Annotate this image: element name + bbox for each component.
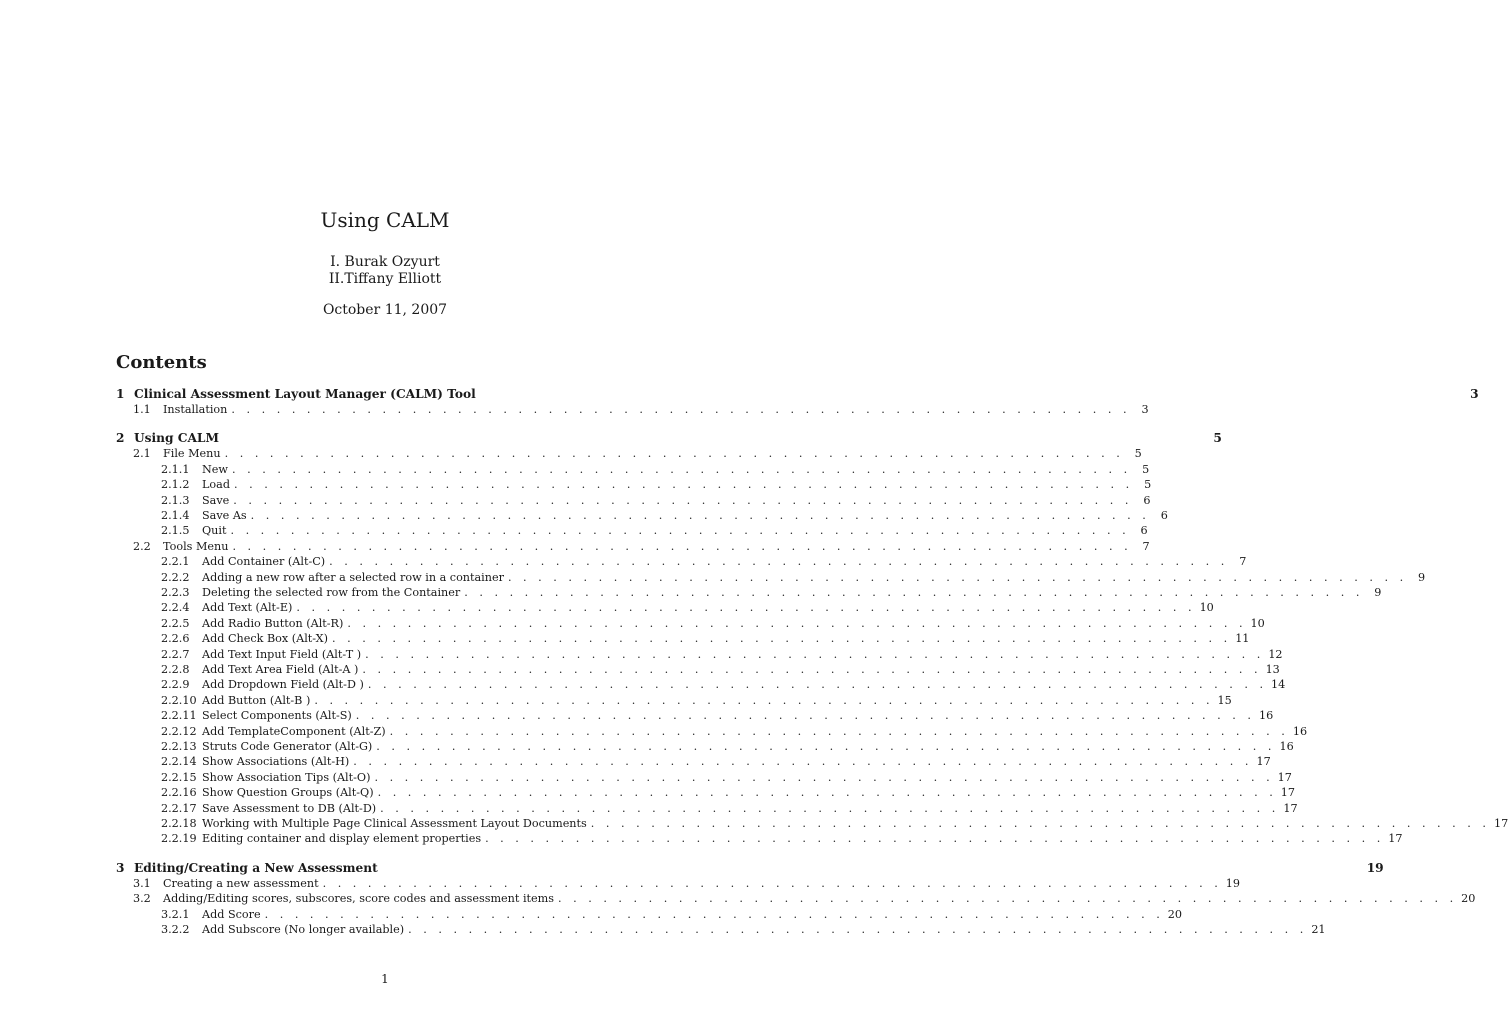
toc-entry-page: 17 (1277, 770, 1292, 784)
toc-entry-title: Add Subscore (No longer available) (202, 923, 405, 936)
toc-entry-number: 2.2.15 (161, 770, 197, 784)
toc-chapter-entry[interactable] (116, 430, 1222, 446)
toc-dot-leader: . . . . . . . . . . . . . . . . . . . . . . . . . . . . . . . . . . . . . . . . . . . . . . . . . . . . . . . . . . . . (232, 539, 1132, 553)
document-date: October 11, 2007 (322, 302, 448, 318)
toc-entry-number: 2.2.4 (161, 601, 190, 615)
toc-dot-leader: . . . . . . . . . . . . . . . . . . . . . . . . . . . . . . . . . . . . . . . . . . . . . . . . . . . . . . . . . . . . (322, 876, 1222, 890)
toc-entry-number: 2.2.11 (161, 709, 197, 723)
toc-dot-leader: . . . . . . . . . . . . . . . . . . . . . . . . . . . . . . . . . . . . . . . . . . . . . . . . . . . . . . . . . . . . (230, 524, 1130, 538)
toc-entry-page: 3 (1470, 387, 1479, 401)
document-title: Using CALM (320, 208, 450, 232)
toc-dot-leader: . . . . . . . . . . . . . . . . . . . . . . . . . . . . . . . . . . . . . . . . . . . . . . . . . . . . . . . . . . . . (376, 740, 1276, 753)
toc-dot-leader: . . . . . . . . . . . . . . . . . . . . . . . . . . . . . . . . . . . . . . . . . . . . . . . . . . . . . . . . . . . . (590, 817, 1490, 830)
toc-entry[interactable] (161, 801, 1298, 816)
toc-entry[interactable] (161, 677, 1286, 692)
toc-entry-title: Add Radio Button (Alt-R) (202, 616, 344, 630)
toc-entry-title: Quit (202, 524, 227, 538)
toc-entry-number: 3.1 (133, 876, 151, 890)
toc-entry-title: Installation (163, 403, 228, 416)
toc-entry[interactable] (133, 446, 1142, 461)
toc-entry[interactable] (161, 647, 1283, 662)
toc-entry[interactable] (161, 770, 1292, 785)
toc-entry-page: 10 (1250, 616, 1265, 630)
toc-dot-leader: . . . . . . . . . . . . . . . . . . . . . . . . . . . . . . . . . . . . . . . . . . . . . . . . . . . . . . . . . . . . (374, 770, 1274, 784)
toc-entry-title: Save (202, 493, 230, 507)
toc-entry-title: Load (202, 478, 230, 492)
toc-entry[interactable] (161, 662, 1280, 677)
toc-entry[interactable] (161, 907, 1183, 922)
toc-entry-title: Using CALM (134, 431, 219, 446)
toc-entry[interactable] (133, 876, 1241, 891)
toc-entry-title: Editing container and display element properties (202, 832, 482, 846)
toc-dot-leader: . . . . . . . . . . . . . . . . . . . . . . . . . . . . . . . . . . . . . . . . . . . . . . . . . . . . . . . . . . . . (365, 647, 1265, 661)
toc-dot-leader: . . . . . . . . . . . . . . . . . . . . . . . . . . . . . . . . . . . . . . . . . . . . . . . . . . . . . . . . . . . . (377, 786, 1277, 800)
toc-entry[interactable] (161, 523, 1148, 538)
toc-entry-number: 2.1.4 (161, 509, 190, 522)
toc-entry-page: 16 (1279, 740, 1294, 753)
toc-entry[interactable] (133, 891, 1476, 906)
toc-entry-number: 3.2.1 (161, 907, 190, 921)
toc-dot-leader: . . . . . . . . . . . . . . . . . . . . . . . . . . . . . . . . . . . . . . . . . . . . . . . . . . . . . . . . . . . . (231, 403, 1131, 416)
toc-entry-title: Add Button (Alt-B ) (202, 693, 311, 707)
toc-entry-title: Add Check Box (Alt-X) (202, 632, 328, 646)
toc-entry[interactable] (161, 631, 1250, 646)
toc-entry-page: 5 (1142, 462, 1150, 476)
toc-entry-page: 20 (1167, 907, 1183, 921)
toc-entry-number: 2.1.2 (161, 478, 190, 492)
toc-entry-title: Add Dropdown Field (Alt-D ) (202, 678, 364, 692)
toc-dot-leader: . . . . . . . . . . . . . . . . . . . . . . . . . . . . . . . . . . . . . . . . . . . . . . . . . . . . . . . . . . . . (264, 907, 1164, 921)
toc-entry-title: New (202, 462, 228, 476)
toc-entry-title: Show Association Tips (Alt-O) (202, 770, 371, 784)
toc-dot-leader: . . . . . . . . . . . . . . . . . . . . . . . . . . . . . . . . . . . . . . . . . . . . . . . . . . . . . . . . . . . . (332, 632, 1232, 646)
toc-entry-page: 19 (1366, 860, 1384, 875)
toc-entry-page: 21 (1311, 923, 1326, 936)
toc-entry-number: 2.2.6 (161, 632, 190, 646)
toc-entry[interactable] (161, 554, 1247, 569)
toc-entry-title: Creating a new assessment (163, 876, 319, 890)
toc-entry[interactable] (161, 739, 1294, 754)
toc-entry-number: 2.2.17 (161, 801, 197, 815)
toc-entry-title: Clinical Assessment Layout Manager (CALM) Tool (134, 387, 476, 401)
toc-dot-leader: . . . . . . . . . . . . . . . . . . . . . . . . . . . . . . . . . . . . . . . . . . . . . . . . . . . . . . . . . . . . (347, 616, 1247, 630)
toc-entry[interactable] (161, 724, 1308, 739)
toc-entry-number: 2.2.9 (161, 678, 190, 692)
toc-dot-leader: . . . . . . . . . . . . . . . . . . . . . . . . . . . . . . . . . . . . . . . . . . . . . . . . . . . . . . . . . . . . (507, 570, 1408, 584)
toc-entry-page: 19 (1225, 876, 1241, 890)
toc-entry-title: Add Text Input Field (Alt-T ) (202, 647, 362, 661)
toc-entry-title: Struts Code Generator (Alt-G) (202, 740, 373, 753)
toc-entry-number: 2.2.5 (161, 616, 190, 630)
page-number: 1 (381, 972, 389, 986)
toc-entry-title: Editing/Creating a New Assessment (134, 860, 378, 875)
toc-entry-page: 5 (1134, 447, 1142, 461)
toc-entry-page: 6 (1140, 524, 1148, 538)
toc-chapter-entry[interactable] (116, 386, 1479, 402)
toc-entry-page: 17 (1280, 786, 1296, 800)
toc-entry[interactable] (161, 493, 1151, 508)
toc-entry-number: 2.1.5 (161, 524, 190, 538)
toc-entry-number: 2.2.10 (161, 693, 197, 707)
toc-entry-page: 13 (1265, 663, 1280, 676)
toc-entry-number: 2.2.2 (161, 570, 190, 584)
toc-entry-title: Deleting the selected row from the Container (202, 586, 461, 599)
toc-chapter-entry[interactable] (116, 860, 1384, 876)
toc-entry-title: File Menu (163, 447, 221, 461)
toc-entry[interactable] (133, 539, 1150, 554)
toc-dot-leader: . . . . . . . . . . . . . . . . . . . . . . . . . . . . . . . . . . . . . . . . . . . . . . . . . . . . . . . . . . . . (464, 586, 1364, 599)
toc-entry-number: 2.2.16 (161, 786, 197, 800)
toc-entry-page: 5 (1144, 478, 1152, 492)
toc-entry-number: 2.1.3 (161, 493, 190, 507)
toc-dot-leader: . . . . . . . . . . . . . . . . . . . . . . . . . . . . . . . . . . . . . . . . . . . . . . . . . . . . . . . . . . . . (485, 832, 1385, 846)
toc-dot-leader: . . . . . . . . . . . . . . . . . . . . . . . . . . . . . . . . . . . . . . . . . . . . . . . . . . . . . . . . . . . . (250, 509, 1150, 522)
toc-entry-page: 9 (1418, 570, 1426, 584)
toc-dot-leader: . . . . . . . . . . . . . . . . . . . . . . . . . . . . . . . . . . . . . . . . . . . . . . . . . . . . . . . . . . . . (233, 493, 1133, 507)
toc-entry-title: Add Score (202, 907, 261, 921)
toc-entry-page: 6 (1160, 509, 1168, 522)
toc-dot-leader: . . . . . . . . . . . . . . . . . . . . . . . . . . . . . . . . . . . . . . . . . . . . . . . . . . . . . . . . . . . . (296, 601, 1196, 615)
toc-entry-title: Add Text Area Field (Alt-A ) (202, 663, 359, 676)
toc-entry[interactable] (161, 754, 1271, 769)
toc-dot-leader: . . . . . . . . . . . . . . . . . . . . . . . . . . . . . . . . . . . . . . . . . . . . . . . . . . . . . . . . . . . . (389, 724, 1289, 738)
toc-entry-number: 2.2.8 (161, 663, 190, 676)
toc-entry-page: 16 (1258, 709, 1274, 723)
toc-entry[interactable] (161, 831, 1403, 846)
toc-entry-number: 2.1 (133, 447, 151, 461)
toc-entry-title: Tools Menu (163, 539, 229, 553)
toc-entry-page: 11 (1235, 632, 1250, 646)
toc-entry-page: 7 (1239, 555, 1247, 569)
toc-entry-number: 2.2.3 (161, 586, 190, 599)
toc-entry[interactable] (161, 616, 1265, 631)
toc-entry-page: 17 (1388, 832, 1403, 846)
toc-entry[interactable] (161, 462, 1150, 477)
toc-entry-number: 2.2.7 (161, 647, 190, 661)
toc-entry-number: 2.2.14 (161, 755, 197, 769)
toc-dot-leader: . . . . . . . . . . . . . . . . . . . . . . . . . . . . . . . . . . . . . . . . . . . . . . . . . . . . . . . . . . . . (408, 923, 1308, 936)
toc-entry-page: 17 (1256, 755, 1271, 769)
toc-entry-number: 2.1.1 (161, 462, 190, 476)
toc-entry-title: Show Associations (Alt-H) (202, 755, 350, 769)
toc-entry-title: Working with Multiple Page Clinical Assessment Layout Documents (202, 817, 587, 830)
toc-dot-leader: . . . . . . . . . . . . . . . . . . . . . . . . . . . . . . . . . . . . . . . . . . . . . . . . . . . . . . . . . . . . (367, 678, 1268, 692)
toc-entry-title: Save Assessment to DB (Alt-D) (202, 801, 377, 815)
toc-entry[interactable] (161, 816, 1508, 831)
toc-entry-title: Add TemplateComponent (Alt-Z) (202, 724, 386, 738)
toc-entry[interactable] (161, 922, 1326, 937)
toc-dot-leader: . . . . . . . . . . . . . . . . . . . . . . . . . . . . . . . . . . . . . . . . . . . . . . . . . . . . . . . . . . . . (314, 693, 1214, 707)
toc-entry[interactable] (161, 477, 1152, 492)
toc-entry-number: 2 (116, 431, 125, 446)
toc-entry-page: 15 (1217, 693, 1232, 707)
toc-entry-number: 2.2.12 (161, 724, 197, 738)
toc-entry[interactable] (161, 708, 1274, 723)
contents-heading: Contents (116, 352, 207, 373)
toc-entry-number: 2.2.13 (161, 740, 197, 753)
toc-entry-number: 3 (116, 860, 125, 875)
toc-entry-page: 10 (1199, 601, 1214, 615)
toc-entry-page: 17 (1493, 817, 1508, 830)
toc-entry-page: 3 (1141, 403, 1149, 416)
toc-entry-page: 12 (1268, 647, 1283, 661)
toc-dot-leader: . . . . . . . . . . . . . . . . . . . . . . . . . . . . . . . . . . . . . . . . . . . . . . . . . . . . . . . . . . . . (353, 755, 1253, 769)
toc-entry[interactable] (133, 402, 1149, 417)
toc-entry-title: Add Text (Alt-E) (202, 601, 293, 615)
toc-entry-number: 3.2 (133, 892, 151, 906)
toc-entry-title: Adding/Editing scores, subscores, score codes and assessment items (163, 892, 554, 906)
toc-dot-leader: . . . . . . . . . . . . . . . . . . . . . . . . . . . . . . . . . . . . . . . . . . . . . . . . . . . . . . . . . . . . (329, 555, 1229, 569)
toc-entry-number: 2.2 (133, 539, 151, 553)
toc-entry-number: 3.2.2 (161, 923, 190, 936)
toc-entry-page: 17 (1283, 801, 1298, 815)
toc-entry[interactable] (161, 585, 1382, 600)
toc-dot-leader: . . . . . . . . . . . . . . . . . . . . . . . . . . . . . . . . . . . . . . . . . . . . . . . . . . . . . . . . . . . . (234, 478, 1134, 492)
toc-entry-title: Save As (202, 509, 247, 522)
toc-entry-page: 5 (1213, 431, 1222, 446)
toc-entry-number: 2.2.18 (161, 817, 197, 830)
toc-entry[interactable] (161, 785, 1296, 800)
toc-entry-page: 7 (1142, 539, 1150, 553)
toc-dot-leader: . . . . . . . . . . . . . . . . . . . . . . . . . . . . . . . . . . . . . . . . . . . . . . . . . . . . . . . . . . . . (224, 447, 1124, 461)
toc-entry-title: Adding a new row after a selected row in a container (202, 570, 504, 584)
toc-dot-leader: . . . . . . . . . . . . . . . . . . . . . . . . . . . . . . . . . . . . . . . . . . . . . . . . . . . . . . . . . . . . (232, 462, 1132, 476)
toc-entry-number: 2.2.19 (161, 832, 197, 846)
toc-entry-number: 1 (116, 387, 125, 401)
toc-entry-page: 16 (1292, 724, 1308, 738)
toc-entry-number: 2.2.1 (161, 555, 190, 569)
toc-entry[interactable] (161, 600, 1214, 615)
author-name: II.Tiffany Elliott (328, 271, 442, 287)
toc-entry-title: Show Question Groups (Alt-Q) (202, 786, 374, 800)
toc-dot-leader: . . . . . . . . . . . . . . . . . . . . . . . . . . . . . . . . . . . . . . . . . . . . . . . . . . . . . . . . . . . . (355, 709, 1255, 723)
toc-dot-leader: . . . . . . . . . . . . . . . . . . . . . . . . . . . . . . . . . . . . . . . . . . . . . . . . . . . . . . . . . . . . (380, 801, 1280, 815)
toc-entry[interactable] (161, 508, 1168, 523)
toc-entry-title: Select Components (Alt-S) (202, 709, 352, 723)
toc-entry-page: 6 (1143, 493, 1151, 507)
toc-entry-page: 20 (1461, 892, 1476, 906)
toc-entry[interactable] (161, 693, 1232, 708)
toc-entry-page: 14 (1271, 678, 1286, 692)
toc-dot-leader: . . . . . . . . . . . . . . . . . . . . . . . . . . . . . . . . . . . . . . . . . . . . . . . . . . . . . . . . . . . . (557, 892, 1458, 906)
toc-entry-page: 9 (1374, 586, 1382, 599)
toc-dot-leader: . . . . . . . . . . . . . . . . . . . . . . . . . . . . . . . . . . . . . . . . . . . . . . . . . . . . . . . . . . . . (362, 663, 1262, 676)
author-name: I. Burak Ozyurt (330, 254, 440, 270)
toc-entry-number: 1.1 (133, 403, 151, 416)
toc-entry-title: Add Container (Alt-C) (202, 555, 326, 569)
toc-entry[interactable] (161, 570, 1426, 585)
